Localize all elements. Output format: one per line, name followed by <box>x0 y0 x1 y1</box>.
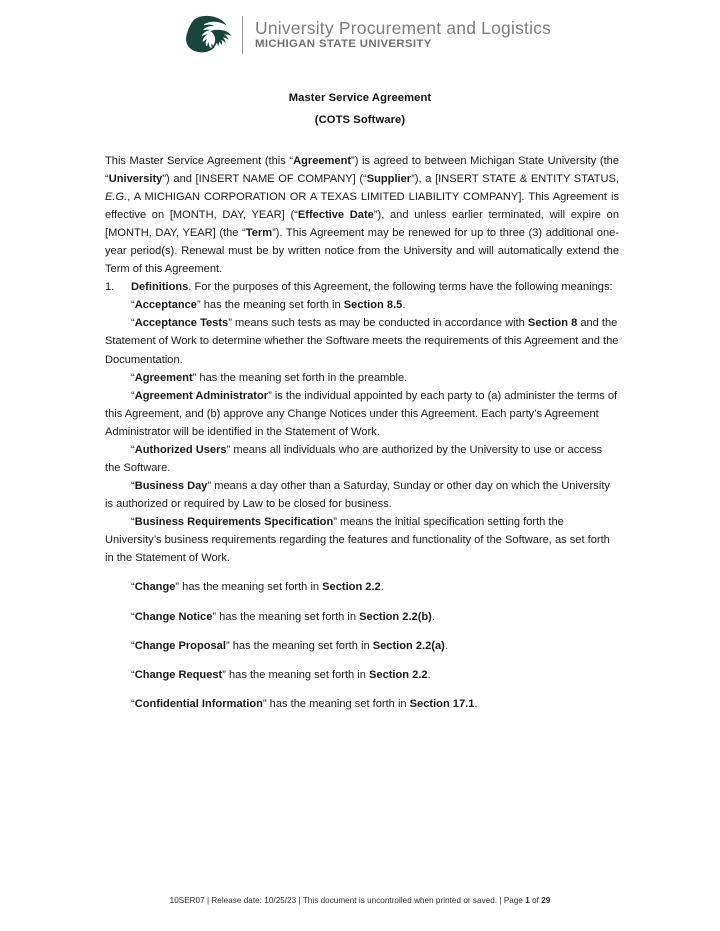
term-agreement: Agreement <box>293 154 352 167</box>
definition-body: ” has the meaning set forth in <box>196 299 344 312</box>
section-1-title: Definitions <box>131 281 189 294</box>
header-divider <box>242 16 243 54</box>
definition-term: Change Notice <box>134 610 213 623</box>
footer-notice: This document is uncontrolled when printed or saved. <box>302 896 498 905</box>
definition-reference: Section 2.2 <box>369 668 428 681</box>
definition-item: “Change Notice” has the meaning set forth in Section 2.2(b). <box>131 610 435 623</box>
definition-term: Acceptance <box>134 299 197 312</box>
preamble-paragraph <box>105 152 619 279</box>
document-body <box>0 152 720 713</box>
preamble-text: ”), a [INSERT STATE & ENTITY STATUS, <box>411 172 619 185</box>
definition-body: ” has the meaning set forth in the preamble. <box>192 371 408 384</box>
term-supplier: Supplier <box>366 172 412 185</box>
document-title-subtitle: (COTS Software) <box>314 113 406 126</box>
term-effective-date: Effective Date <box>297 208 374 221</box>
definition-item: “Change Request” has the meaning set forth in Section 2.2. <box>131 668 431 681</box>
definition-term: Confidential Information <box>134 697 263 710</box>
definition-body: ” has the meaning set forth in <box>225 639 373 652</box>
definition-body-end: . <box>427 668 431 681</box>
definition-body: ” means all individuals who are authorized by the University to use or access the Software. <box>105 443 603 475</box>
definition-term: Agreement Administrator <box>134 389 269 402</box>
definition-term: Business Day <box>134 480 208 493</box>
preamble-text: This Master Service Agreement (this “ <box>105 154 294 167</box>
document-title <box>0 88 720 132</box>
footer-page-label: Page <box>503 896 526 905</box>
definition-body: ” has the meaning set forth in <box>175 581 323 594</box>
preamble-text: , A MICHIGAN CORPORATION OR A TEXAS LIMITED LIABILITY COMPANY]. This Agreement is effective on [MONTH, DAY, YEAR] (“ <box>105 190 619 221</box>
section-1-number: 1. <box>105 281 115 294</box>
definition-body: ” means a day other than a Saturday, Sunday or other day on which the University is authorized or required by Law to be closed for business. <box>105 480 610 511</box>
definition-reference: Section 17.1 <box>409 697 475 710</box>
definition-reference: Section 8.5 <box>343 299 403 312</box>
footer-document-code: 10SER07 <box>169 896 205 905</box>
definition-reference: Section 2.2(a) <box>372 639 445 652</box>
definition-body-end: . <box>474 697 478 710</box>
document-footer <box>0 896 720 905</box>
definition-body: ” has the meaning set forth in <box>222 668 369 681</box>
header-org-name: University Procurement and Logistics <box>255 17 552 38</box>
definition-item: “Confidential Information” has the meaning set forth in Section 17.1. <box>131 697 478 710</box>
michigan-state-spartan-helmet-icon <box>186 14 232 56</box>
preamble-text: ”). This Agreement may be renewed for up to three (3) additional one-year period(s). Renewal must be by written notice from the University and will automatically extend the Term of this Agreement. <box>105 227 619 276</box>
preamble-text: ”) and [INSERT NAME OF COMPANY] (“ <box>162 172 367 185</box>
preamble-text: ”) is agreed to between Michigan State University (the “ <box>105 154 619 185</box>
section-1-lead: . For the purposes of this Agreement, the following terms have the following meanings: <box>188 281 613 294</box>
footer-separator: | <box>204 896 212 905</box>
definition-body-end: . <box>402 299 406 312</box>
definition-body: ” has the meaning set forth in <box>262 697 410 710</box>
term-term: Term <box>245 227 273 239</box>
definition-body-end: and the Statement of Work to determine whether the Software meets the requirements of this Agreement and the Documentation. <box>105 317 619 366</box>
definition-item: “Agreement” has the meaning set forth in the preamble. <box>131 371 408 384</box>
definition-item: “Agreement Administrator” is the individual appointed by each party to (a) administer the terms of this Agreement, and (b) approve any Change Notices under this Agreement. Each party’s Agreement Administrator will be identified in the Statement of Work. <box>105 389 618 438</box>
definition-body-end: . <box>444 639 448 652</box>
definition-term: Agreement <box>134 371 193 384</box>
definition-term: Change <box>134 581 176 594</box>
definition-reference: Section 2.2 <box>322 581 381 594</box>
definition-body-end: . <box>431 610 435 623</box>
header-wordmark <box>255 19 551 51</box>
footer-separator: | <box>296 896 303 905</box>
definition-item: “Business Day” means a day other than a Saturday, Sunday or other day on which the University is authorized or required by Law to be closed for business. <box>105 480 610 511</box>
definition-body: ” means such tests as may be conducted in accordance with <box>228 317 528 330</box>
footer-page-of: of <box>529 896 542 905</box>
preamble-eg-italic: E.G. <box>105 190 128 203</box>
definition-item: “Business Requirements Specification” means the initial specification setting forth the University’s business requirements regarding the features and functionality of the Software, as set forth in the Statement of Work. <box>105 516 610 565</box>
definition-body: ” means the initial specification setting forth the University’s business requirements regarding the features and functionality of the Software, as set forth in the Statement of Work. <box>105 516 610 565</box>
definition-body: ” has the meaning set forth in <box>212 610 360 623</box>
definition-term: Business Requirements Specification <box>134 516 334 529</box>
term-university: University <box>108 172 163 185</box>
definition-term: Authorized Users <box>134 443 227 456</box>
definition-item: “Acceptance Tests” means such tests as may be conducted in accordance with Section 8 and the Statement of Work to determine whether the Software meets the requirements of this Agreement and the Documentation. <box>105 317 619 366</box>
header-institution-name: MICHIGAN STATE UNIVERSITY <box>255 38 432 51</box>
definition-item: “Change Proposal” has the meaning set forth in Section 2.2(a). <box>131 639 448 652</box>
definition-term: Change Proposal <box>134 639 226 652</box>
definition-reference: Section 8 <box>527 317 578 330</box>
definition-body: ” is the individual appointed by each party to (a) administer the terms of this Agreement, and (b) approve any Change Notices under this Agreement. Each party’s Agreement Administrator will be identified in the Statement of Work. <box>105 389 618 438</box>
section-1-heading <box>105 278 619 296</box>
definition-item: “Acceptance” has the meaning set forth in Section 8.5. <box>131 299 406 312</box>
definition-item: “Authorized Users” means all individuals who are authorized by the University to use or access the Software. <box>105 443 603 475</box>
footer-page-total: 29 <box>541 896 551 905</box>
document-header <box>0 0 720 56</box>
footer-release-date: 10/25/23 <box>264 896 297 905</box>
preamble-text: ”), and unless earlier terminated, will expire on [MONTH, DAY, YEAR] (the “ <box>105 208 619 239</box>
definition-body-end: . <box>380 581 384 594</box>
definition-term: Acceptance Tests <box>134 317 229 330</box>
definition-term: Change Request <box>134 668 223 681</box>
definition-reference: Section 2.2(b) <box>359 610 432 623</box>
footer-separator: | <box>497 896 504 905</box>
document-title-main: Master Service Agreement <box>288 92 432 104</box>
footer-release-label: Release date: <box>211 896 265 905</box>
definition-item: “Change” has the meaning set forth in Section 2.2. <box>131 581 384 594</box>
footer-page-current: 1 <box>525 896 530 905</box>
